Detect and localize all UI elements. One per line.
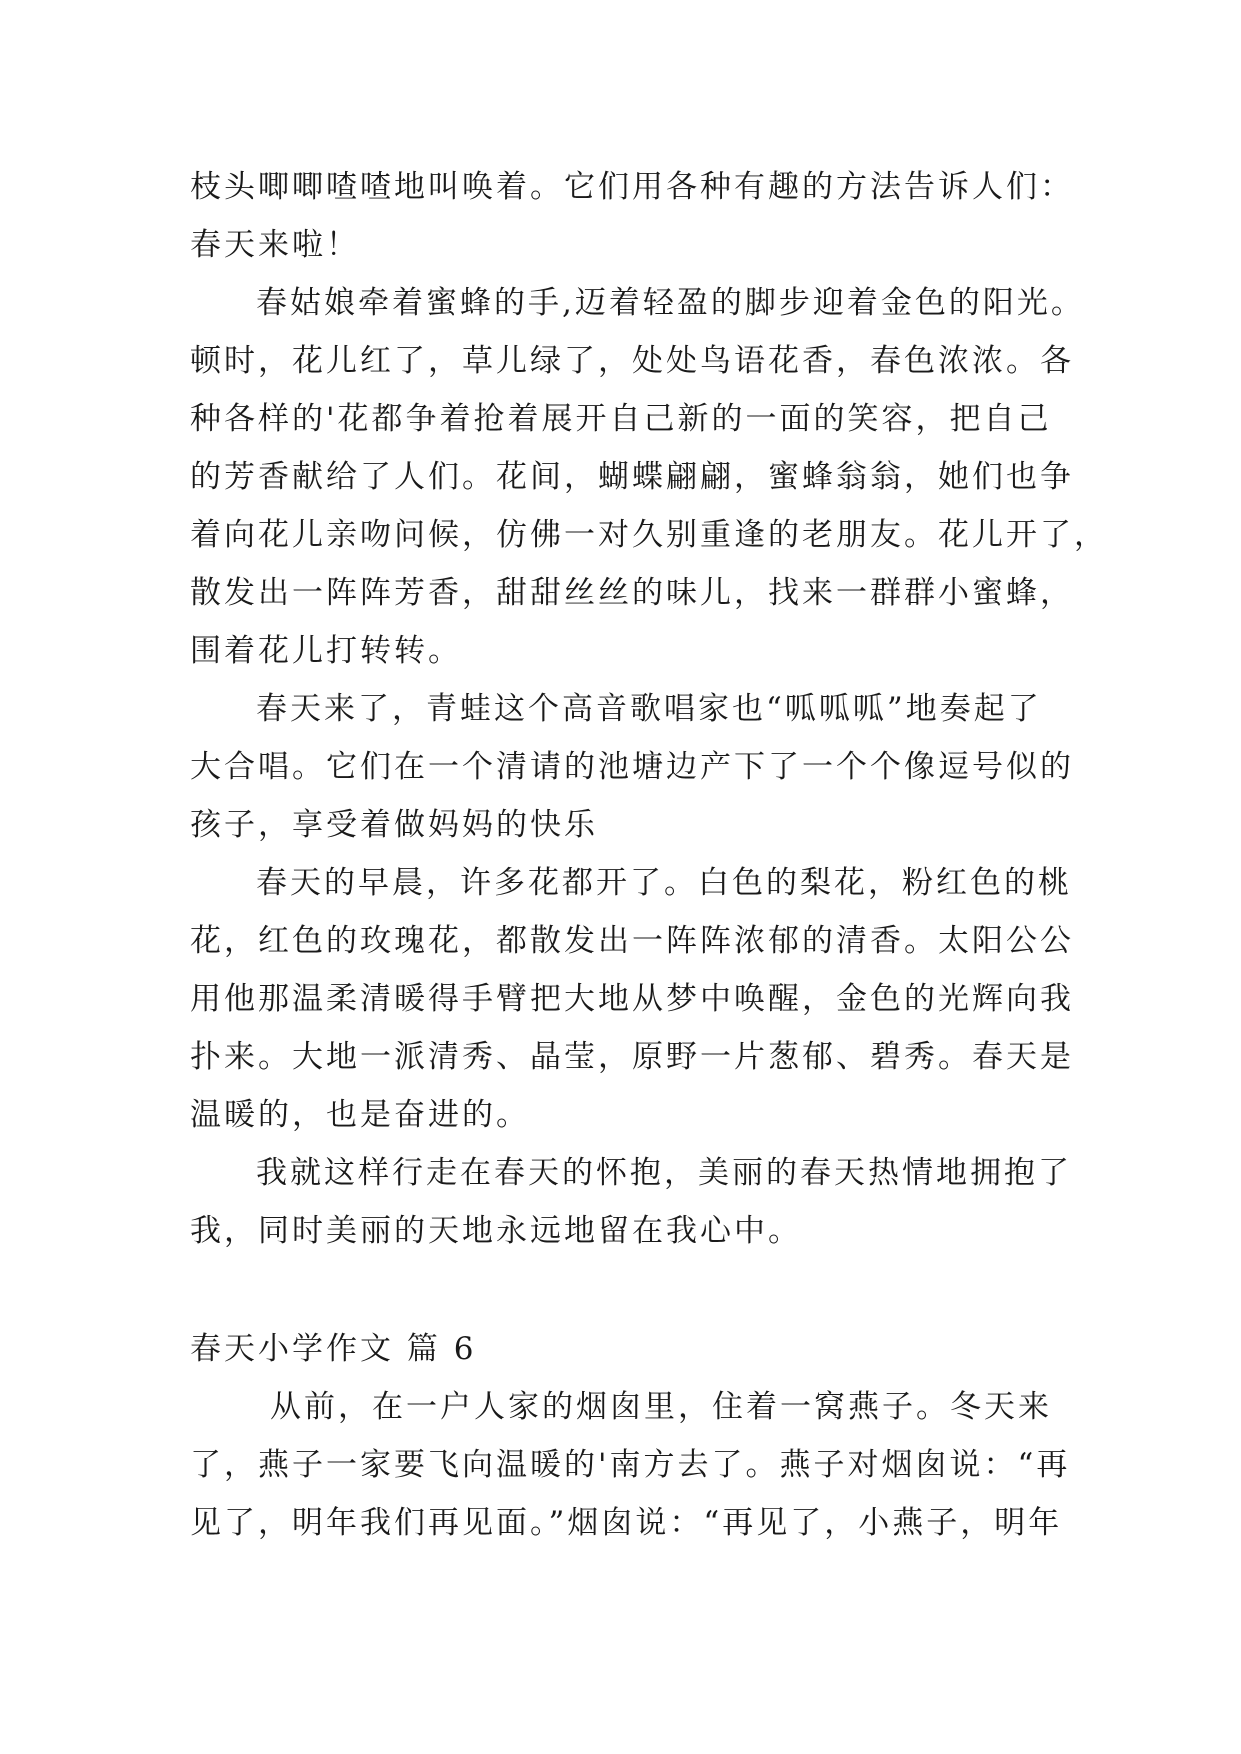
section-gap — [190, 1260, 1070, 1320]
text-line: 散发出一阵阵芳香，甜甜丝丝的味儿，找来一群群小蜜蜂， — [190, 575, 1074, 611]
text-line: 顿时，花儿红了，草儿绿了，处处鸟语花香，春色浓浓。各 — [190, 343, 1074, 379]
text-line: 见了，明年我们再见面。”烟囱说：“再见了，小燕子，明年 — [190, 1505, 1063, 1541]
text-line: 了，燕子一家要飞向温暖的'南方去了。燕子对烟囱说：“再 — [190, 1447, 1071, 1483]
text-line: 花，红色的玫瑰花，都散发出一阵阵浓郁的清香。太阳公公 — [190, 923, 1074, 959]
paragraph — [190, 1144, 1070, 1260]
paragraph — [190, 1378, 1070, 1552]
text-line: 温暖的，也是奋进的。 — [190, 1097, 530, 1133]
section-title: 春天小学作文 篇 6 — [190, 1331, 477, 1367]
paragraph — [190, 854, 1074, 1144]
text-line: 围着花儿打转转。 — [190, 633, 462, 669]
paragraph — [190, 274, 1108, 680]
text-line: 扑来。大地一派清秀、晶莹，原野一片葱郁、碧秀。春天是 — [190, 1039, 1074, 1075]
text-line: 着向花儿亲吻问候，仿佛一对久别重逢的老朋友。花儿开了， — [190, 517, 1108, 553]
text-line: 春姑娘牵着蜜蜂的手,迈着轻盈的脚步迎着金色的阳光。 — [256, 285, 1085, 321]
document-page — [190, 158, 1108, 1552]
text-line: 用他那温柔清暖得手臂把大地从梦中唤醒，金色的光辉向我 — [190, 981, 1074, 1017]
paragraph — [190, 680, 1074, 854]
text-line: 从前，在一户人家的烟囱里，住着一窝燕子。冬天来 — [270, 1389, 1052, 1425]
text-line: 的芳香献给了人们。花间，蝴蝶翩翩，蜜蜂翁翁，她们也争 — [190, 459, 1074, 495]
text-line: 春天来啦！ — [190, 227, 360, 263]
text-line: 我就这样行走在春天的怀抱，美丽的春天热情地拥抱了 — [256, 1155, 1072, 1191]
text-line: 春天来了，青蛙这个高音歌唱家也“呱呱呱”地奏起了 — [256, 691, 1042, 727]
text-line: 我，同时美丽的天地永远地留在我心中。 — [190, 1213, 802, 1249]
text-line: 种各样的'花都争着抢着展开自己新的一面的笑容，把自己 — [190, 401, 1052, 437]
text-line: 大合唱。它们在一个清请的池塘边产下了一个个像逗号似的 — [190, 749, 1074, 785]
paragraph — [190, 158, 1074, 274]
text-line: 枝头唧唧喳喳地叫唤着。它们用各种有趣的方法告诉人们： — [190, 169, 1074, 205]
text-line: 孩子，享受着做妈妈的快乐 — [190, 807, 598, 843]
text-line: 春天的早晨，许多花都开了。白色的梨花，粉红色的桃 — [256, 865, 1072, 901]
